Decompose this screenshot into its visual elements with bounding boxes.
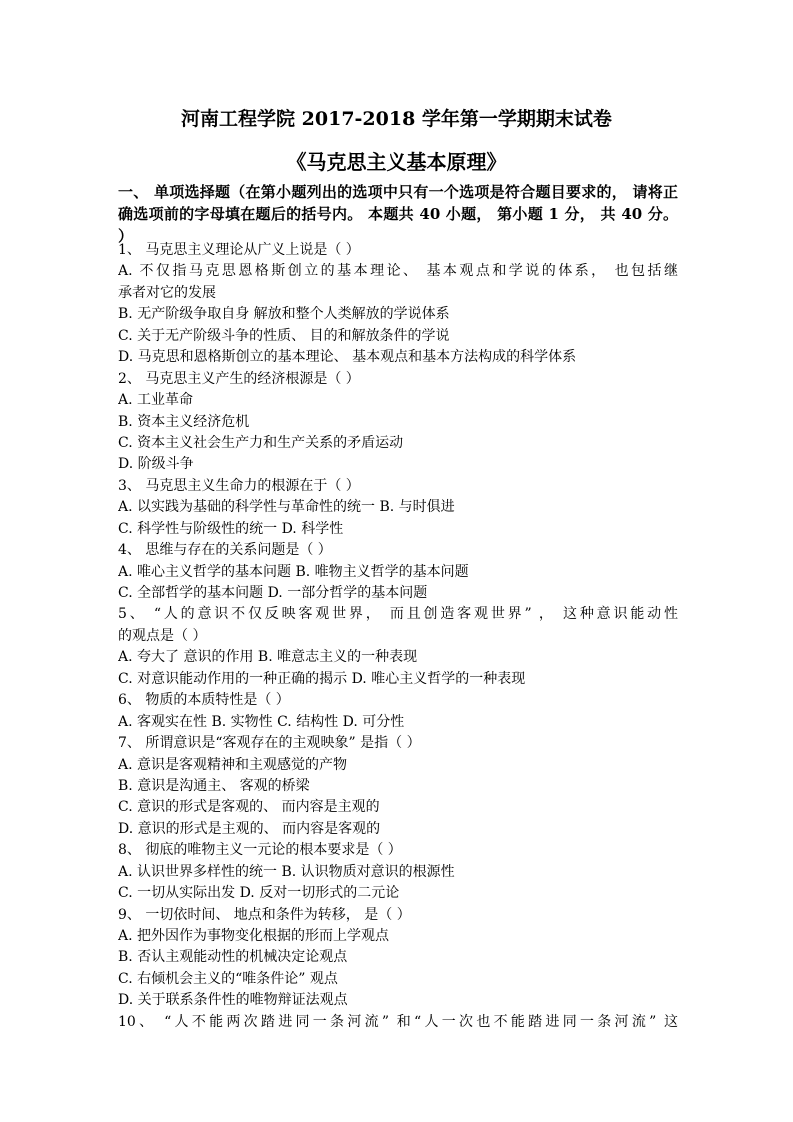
option-line: D. 关于联系条件性的唯物辩证法观点 — [118, 992, 348, 1009]
option-line: A. 唯心主义哲学的基本问题 B. 唯物主义哲学的基本问题 — [118, 563, 469, 580]
option-line: A. 意识是客观精神和主观感觉的产物 — [118, 756, 348, 773]
option-line: A. 认识世界多样性的统一 B. 认识物质对意识的根源性 — [118, 863, 455, 880]
option-line: B. 否认主观能动性的机械决定论观点 — [118, 949, 348, 966]
option-line: A. 工业革命 — [118, 392, 194, 409]
option-line: D. 阶级斗争 — [118, 456, 194, 473]
option-line: B. 无产阶级争取自身 解放和整个人类解放的学说体系 — [118, 306, 450, 323]
option-line: A. 夸大了 意识的作用 B. 唯意志主义的一种表现 — [118, 649, 418, 666]
option-line: C. 全部哲学的基本问题 D. 一部分哲学的基本问题 — [118, 585, 428, 601]
course-title: 《马克思主义基本原理》 — [286, 150, 507, 174]
question-line: 2、 马克思主义产生的经济根源是（ ） — [118, 370, 360, 387]
option-line: A. 把外因作为事物变化根据的形而上学观点 — [118, 928, 390, 944]
question-line: 7、 所谓意识是“客观存在的主观映象” 是指（ ） — [118, 735, 421, 752]
question-line: 的观点是（ ） — [118, 627, 207, 644]
option-line: C. 右倾机会主义的“唯条件论” 观点 — [118, 970, 338, 987]
option-line: C. 关于无产阶级斗争的性质、 目的和解放条件的学说 — [118, 327, 450, 344]
option-line: D. 马克思和恩格斯创立的基本理论、 基本观点和基本方法构成的科学体系 — [118, 349, 577, 366]
option-line: B. 资本主义经济危机 — [118, 413, 250, 430]
exam-title: 河南工程学院 2017-2018 学年第一学期期末试卷 — [181, 108, 612, 130]
option-line: D. 意识的形式是主观的、 而内容是客观的 — [118, 820, 381, 837]
question-line: 10、 “人不能两次踏进同一条河流” 和“人一次也不能踏进同一条河流” 这 — [118, 1013, 678, 1030]
question-line: 6、 物质的本质特性是（ ） — [118, 692, 290, 709]
option-line: A. 客观实在性 B. 实物性 C. 结构性 D. 可分性 — [118, 713, 405, 730]
option-line: 承者对它的发展 — [118, 284, 216, 301]
option-line: C. 资本主义社会生产力和生产关系的矛盾运动 — [118, 434, 404, 451]
question-line: 4、 思维与存在的关系问题是（ ） — [118, 542, 332, 559]
option-line: C. 科学性与阶级性的统一 D. 科学性 — [118, 520, 344, 537]
section-heading: 一、 单项选择题（在第小题列出的选项中只有一个选项是符合题目要求的， 请将正确选项前的字母填在题后的括号内。 本题共 40 小题， 第小题 1 分， 共 40 分。 ） — [118, 183, 678, 245]
option-line: C. 意识的形式是客观的、 而内容是主观的 — [118, 799, 380, 816]
question-line: 1、 马克思主义理论从广义上说是（ ） — [118, 242, 360, 258]
question-line: 5、 “人的意识不仅反映客观世界， 而且创造客观世界” ， 这种意识能动性 — [118, 606, 678, 623]
question-line: 8、 彻底的唯物主义一元论的根本要求是（ ） — [118, 842, 402, 859]
option-line: A. 不仅指马克思恩格斯创立的基本理论、 基本观点和学说的体系， 也包括继 — [118, 263, 678, 280]
question-list — [118, 240, 678, 1033]
option-line: C. 一切从实际出发 D. 反对一切形式的二元论 — [118, 885, 400, 902]
option-line: C. 对意识能动作用的一种正确的揭示 D. 唯心主义哲学的一种表现 — [118, 670, 526, 687]
question-line: 3、 马克思主义生命力的根源在于（ ） — [118, 477, 360, 494]
option-line: B. 意识是沟通主、 客观的桥梁 — [118, 777, 310, 794]
option-line: A. 以实践为基础的科学性与革命性的统一 B. 与时俱进 — [118, 499, 455, 516]
question-line: 9、 一切依时间、 地点和条件为转移， 是（ ） — [118, 906, 411, 923]
